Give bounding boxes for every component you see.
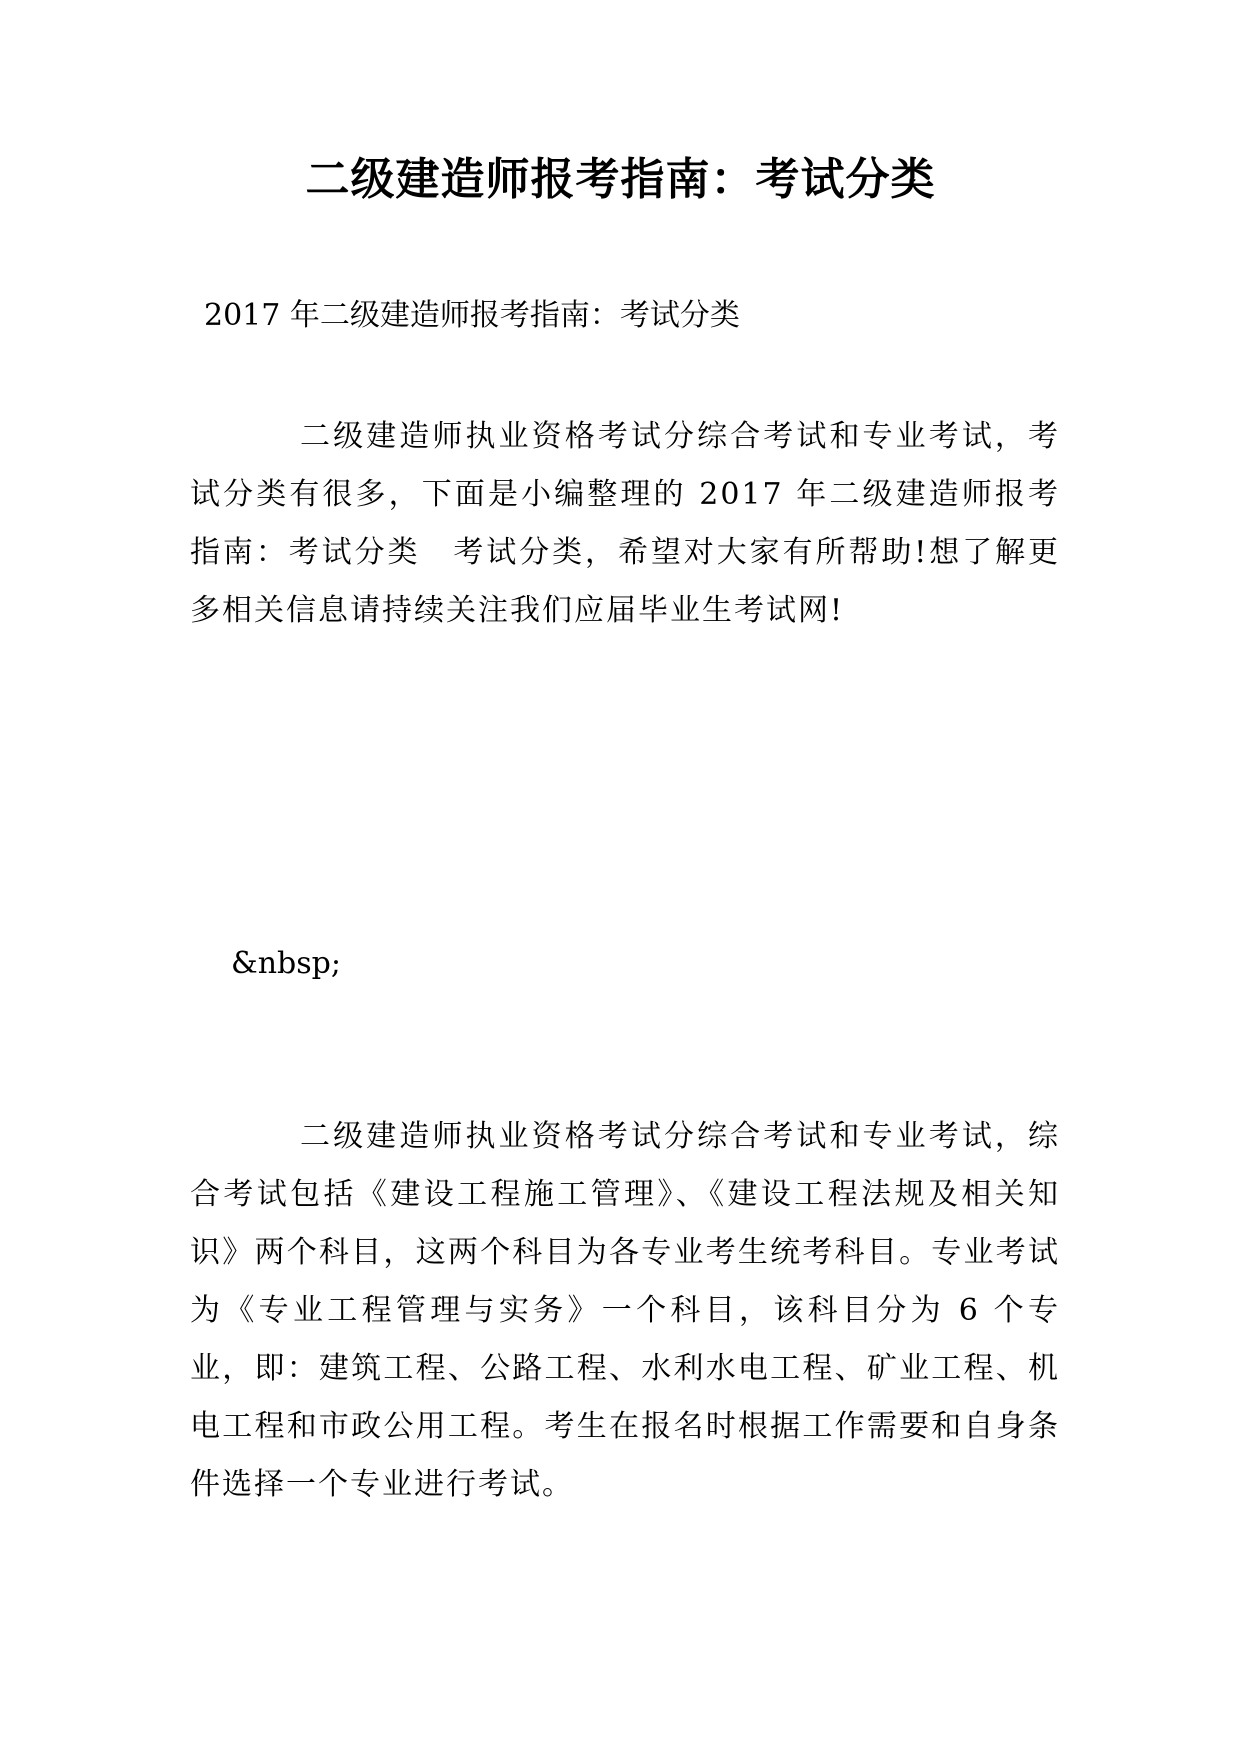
document-subtitle: 2017 年二级建造师报考指南：考试分类 — [204, 298, 740, 333]
paragraph-intro: 二级建造师执业资格考试分综合考试和专业考试，考试分类有很多，下面是小编整理的 2017 年二级建造师报考指南：考试分类 考试分类，希望对大家有所帮助!想了解更多相关信息请持续关注我们应届毕业生考试网! — [190, 419, 1060, 628]
nbsp-text: &nbsp; — [231, 946, 341, 981]
paragraph-exam-categories: 二级建造师执业资格考试分综合考试和专业考试，综合考试包括《建设工程施工管理》、《建设工程法规及相关知识》两个科目，这两个科目为各专业考生统考科目。专业考试为《专业工程管理与实务》一个科目，该科目分为 6 个专业，即：建筑工程、公路工程、水利水电工程、矿业工程、机电工程和市政公用工程。考生在报名时根据工作需要和自身条件选择一个专业进行考试。 — [190, 1119, 1060, 1502]
document-title: 二级建造师报考指南：考试分类 — [305, 154, 936, 205]
